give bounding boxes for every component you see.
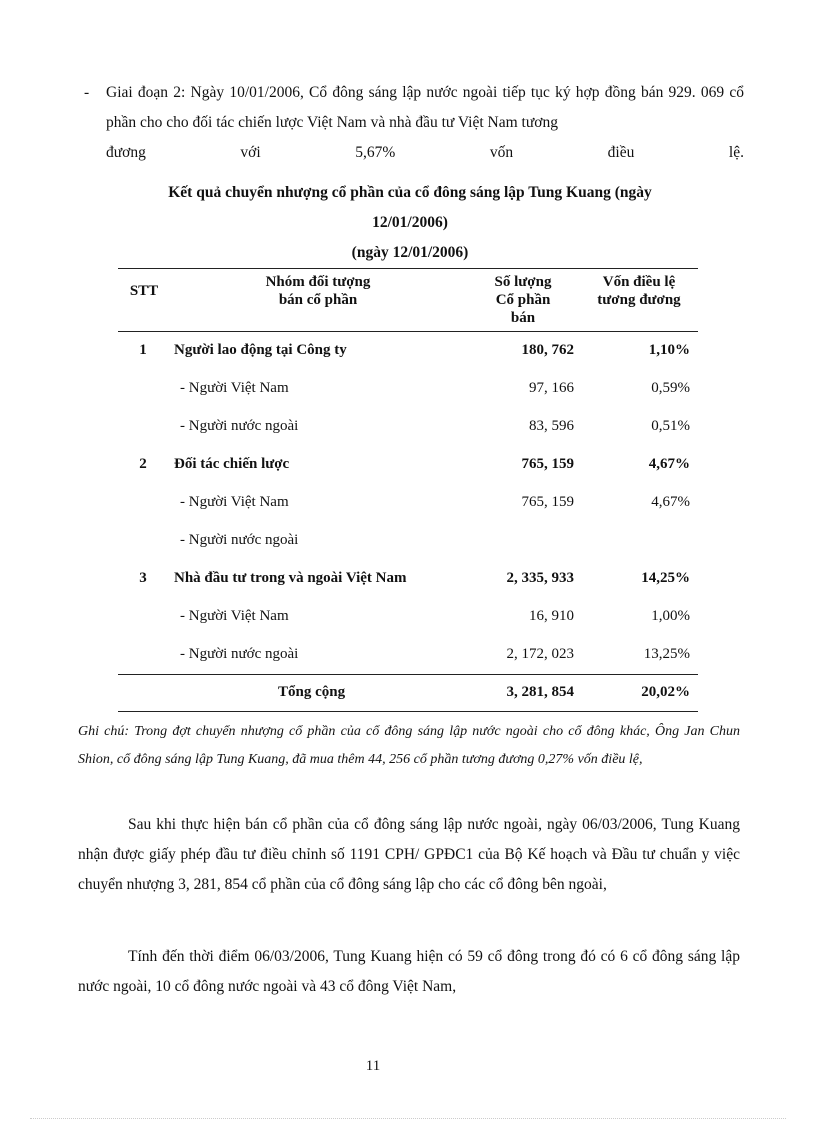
table-row bbox=[118, 608, 698, 646]
table-row bbox=[118, 380, 698, 418]
paragraph-license bbox=[78, 810, 740, 900]
cell-group: - Người Việt Nam bbox=[180, 380, 289, 396]
table-row bbox=[118, 418, 698, 456]
cell-capital: 4,67% bbox=[648, 456, 690, 472]
table-title-line1: Kết quả chuyển nhượng cổ phần của cổ đông sáng lập Tung Kuang (ngày bbox=[168, 184, 652, 201]
table-total-row bbox=[118, 684, 698, 722]
cell-group: Đối tác chiến lược bbox=[174, 456, 290, 472]
table-note: Ghi chú: Trong đợt chuyển nhượng cổ phần của cổ đông sáng lập nước ngoài cho cổ đông khác, Ông Jan Chun Shion, cổ đông sáng lập Tung Kuang, đã mua thêm 44, 256 cổ phần tương đương 0,27% vốn điều lệ, bbox=[78, 724, 740, 767]
cell-quantity: 180, 762 bbox=[521, 342, 574, 358]
table-row bbox=[118, 570, 698, 608]
bullet-paragraph bbox=[84, 78, 744, 168]
cell-group: - Người Việt Nam bbox=[180, 494, 289, 510]
bullet-last-line bbox=[106, 138, 744, 168]
header-capital-line2: tương đương bbox=[597, 292, 681, 308]
table-row bbox=[118, 532, 698, 570]
cell-group: - Người nước ngoài bbox=[180, 418, 299, 434]
header-stt: STT bbox=[129, 283, 159, 299]
total-capital: 20,02% bbox=[641, 684, 690, 700]
table-row bbox=[118, 342, 698, 380]
page-number: 11 bbox=[365, 1058, 381, 1074]
header-capital-line1: Vốn điều lệ bbox=[602, 274, 676, 290]
total-label: Tổng cộng bbox=[278, 684, 346, 700]
table-rule-header bbox=[118, 331, 698, 332]
header-quantity-line2: Cổ phần bbox=[495, 292, 551, 308]
header-capital bbox=[584, 273, 694, 309]
table-title-line3: (ngày 12/01/2006) bbox=[351, 244, 469, 261]
word: điều bbox=[607, 144, 635, 161]
cell-capital: 4,67% bbox=[651, 494, 690, 510]
cell-quantity: 765, 159 bbox=[521, 494, 574, 510]
cell-stt: 2 bbox=[139, 456, 147, 472]
header-group bbox=[218, 273, 418, 309]
cell-quantity: 83, 596 bbox=[529, 418, 574, 434]
cell-capital: 0,59% bbox=[651, 380, 690, 396]
page-edge-line bbox=[30, 1118, 786, 1119]
paragraph-shareholders bbox=[78, 942, 740, 1002]
bullet-text: Giai đoạn 2: Ngày 10/01/2006, Cổ đông sáng lập nước ngoài tiếp tục ký hợp đồng bán 929. 069 cổ phần cho cho đối tác chiến lược Việt Nam và nhà đầu tư Việt Nam tương bbox=[106, 84, 744, 131]
cell-capital: 0,51% bbox=[651, 418, 690, 434]
table-rule-bottom bbox=[118, 711, 698, 712]
table-row bbox=[118, 494, 698, 532]
cell-group: Người lao động tại Công ty bbox=[174, 342, 347, 358]
header-quantity bbox=[478, 273, 568, 327]
cell-group: - Người nước ngoài bbox=[180, 646, 299, 662]
header-quantity-line1: Số lượng bbox=[494, 274, 552, 290]
cell-stt: 3 bbox=[139, 570, 147, 586]
cell-capital: 1,10% bbox=[648, 342, 690, 358]
cell-quantity: 2, 172, 023 bbox=[506, 646, 574, 662]
header-quantity-line3: bán bbox=[510, 310, 536, 326]
header-group-line1: Nhóm đối tượng bbox=[265, 274, 371, 290]
table-title-line2: 12/01/2006) bbox=[372, 214, 448, 231]
word: vốn bbox=[489, 144, 514, 161]
cell-capital: 14,25% bbox=[641, 570, 690, 586]
total-quantity: 3, 281, 854 bbox=[506, 684, 574, 700]
cell-group: - Người nước ngoài bbox=[180, 532, 299, 548]
table-rule-total bbox=[118, 674, 698, 675]
cell-group: - Người Việt Nam bbox=[180, 608, 289, 624]
cell-quantity: 765, 159 bbox=[521, 456, 574, 472]
cell-quantity: 97, 166 bbox=[529, 380, 574, 396]
cell-group: Nhà đầu tư trong và ngoài Việt Nam bbox=[174, 570, 407, 586]
cell-quantity: 16, 910 bbox=[529, 608, 574, 624]
paragraph-shareholders-text: Tính đến thời điểm 06/03/2006, Tung Kuang hiện có 59 cổ đông trong đó có 6 cổ đông sáng lập nước ngoài, 10 cổ đông nước ngoài và 43 cổ đông Việt Nam, bbox=[78, 948, 740, 995]
cell-capital: 13,25% bbox=[643, 646, 690, 662]
word: đương bbox=[106, 144, 146, 161]
cell-stt: 1 bbox=[139, 342, 147, 358]
table-row bbox=[118, 456, 698, 494]
cell-quantity: 2, 335, 933 bbox=[506, 570, 574, 586]
table-rule-top bbox=[118, 268, 698, 269]
word: lệ. bbox=[728, 144, 744, 161]
header-group-line2: bán cổ phần bbox=[278, 292, 358, 308]
table-row bbox=[118, 646, 698, 684]
paragraph-license-text: Sau khi thực hiện bán cổ phần của cổ đông sáng lập nước ngoài, ngày 06/03/2006, Tung Kuang nhận được giấy phép đầu tư điều chỉnh số 1191 CPH/ GPĐC1 của Bộ Kế hoạch và Đầu tư chuẩn y việc chuyển nhượng 3, 281, 854 cổ phần của cổ đông sáng lập cho các cổ đông bên ngoài, bbox=[78, 816, 740, 893]
bullet-dash: - bbox=[84, 84, 90, 101]
word: 5,67% bbox=[355, 144, 396, 161]
word: với bbox=[240, 144, 261, 161]
cell-capital: 1,00% bbox=[651, 608, 690, 624]
